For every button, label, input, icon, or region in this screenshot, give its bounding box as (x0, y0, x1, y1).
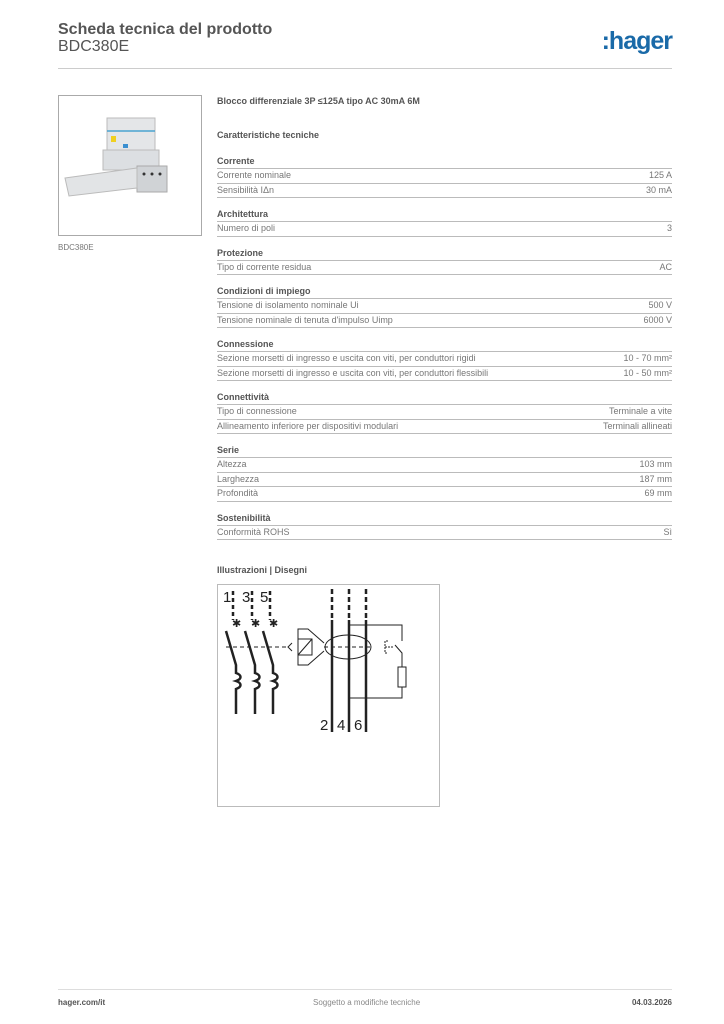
spec-label: Tensione di isolamento nominale Ui (217, 300, 359, 310)
svg-text:✱: ✱ (269, 618, 279, 630)
spec-group (217, 391, 672, 434)
spec-label: Tipo di connessione (217, 406, 297, 416)
spec-row (217, 405, 672, 420)
spec-row (217, 169, 672, 184)
footer-divider (58, 989, 672, 990)
footer-date: 04.03.2026 (631, 998, 672, 1007)
spec-group (217, 247, 672, 276)
spec-label: Allineamento inferiore per dispositivi modulari (217, 420, 399, 431)
spec-group-title: Connessione (217, 338, 672, 352)
spec-group-title: Protezione (217, 247, 672, 261)
spec-group (217, 285, 672, 328)
spec-value: 3 (666, 223, 672, 233)
spec-value: 30 mA (645, 184, 672, 195)
terminal-label: 6 (354, 717, 363, 734)
spec-row (217, 526, 672, 541)
terminal-label: 3 (242, 589, 251, 606)
spec-label: Larghezza (217, 473, 260, 484)
spec-row (217, 222, 672, 237)
svg-text:✱: ✱ (232, 618, 242, 630)
spec-group (217, 208, 672, 237)
footer-note: Soggetto a modifiche tecniche (313, 998, 421, 1007)
spec-row (217, 184, 672, 199)
specs-title: Caratteristiche tecniche (217, 130, 320, 140)
spec-value: Sì (663, 526, 672, 537)
spec-value: Terminali allineati (602, 420, 672, 431)
spec-value: 125 A (648, 170, 672, 180)
spec-group-title: Sostenibilità (217, 512, 672, 526)
spec-label: Tensione nominale di tenuta d'impulso Uimp (217, 314, 393, 325)
spec-row (217, 473, 672, 488)
spec-label: Profondità (217, 488, 259, 498)
spec-row (217, 352, 672, 367)
specs-table (217, 155, 672, 550)
spec-group (217, 155, 672, 198)
spec-group (217, 512, 672, 541)
spec-row (217, 458, 672, 473)
spec-row (217, 367, 672, 382)
spec-row (217, 487, 672, 502)
spec-label: Conformità ROHS (217, 526, 290, 537)
spec-label: Sensibilità IΔn (217, 184, 275, 195)
spec-label: Corrente nominale (217, 170, 292, 180)
spec-group-title: Condizioni di impiego (217, 285, 672, 299)
spec-value: 500 V (648, 300, 672, 310)
spec-label: Sezione morsetti di ingresso e uscita con viti, per conduttori rigidi (217, 353, 476, 363)
spec-row (217, 420, 672, 435)
terminal-label: 4 (337, 717, 346, 734)
spec-row (217, 299, 672, 314)
terminal-label: 5 (260, 589, 269, 606)
product-image-caption: BDC380E (58, 243, 94, 252)
spec-row (217, 314, 672, 329)
spec-value: 69 mm (644, 488, 672, 498)
spec-group-title: Connettività (217, 391, 672, 405)
spec-row (217, 261, 672, 276)
terminal-label: 1 (223, 589, 232, 606)
spec-group-title: Serie (217, 444, 672, 458)
terminal-label: 2 (320, 717, 329, 734)
spec-label: Tipo di corrente residua (217, 261, 312, 272)
spec-value: Terminale a vite (608, 406, 672, 416)
spec-value: 103 mm (639, 459, 672, 469)
spec-label: Sezione morsetti di ingresso e uscita con viti, per conduttori flessibili (217, 367, 489, 378)
spec-group-title: Corrente (217, 155, 672, 169)
spec-value: 10 - 50 mm² (623, 367, 672, 378)
product-image (58, 95, 202, 236)
product-code: BDC380E (58, 38, 130, 55)
spec-group-title: Architettura (217, 208, 672, 222)
spec-label: Numero di poli (217, 223, 276, 233)
spec-value: 10 - 70 mm² (623, 353, 672, 363)
spec-label: Altezza (217, 459, 247, 469)
spec-value: 6000 V (643, 314, 672, 325)
wiring-diagram (217, 584, 440, 807)
product-description: Blocco differenziale 3P ≤125A tipo AC 30mA 6M (217, 96, 420, 106)
spec-value: 187 mm (639, 473, 672, 484)
header-divider (58, 68, 672, 69)
hager-logo: :hager (601, 27, 672, 55)
footer-website-link[interactable]: hager.com/it (58, 998, 106, 1007)
spec-value: AC (659, 261, 672, 272)
page-title: Scheda tecnica del prodotto (58, 21, 273, 38)
svg-text:✱: ✱ (251, 618, 261, 630)
spec-group (217, 444, 672, 502)
spec-group (217, 338, 672, 381)
illustrations-title: Illustrazioni | Disegni (217, 565, 308, 575)
